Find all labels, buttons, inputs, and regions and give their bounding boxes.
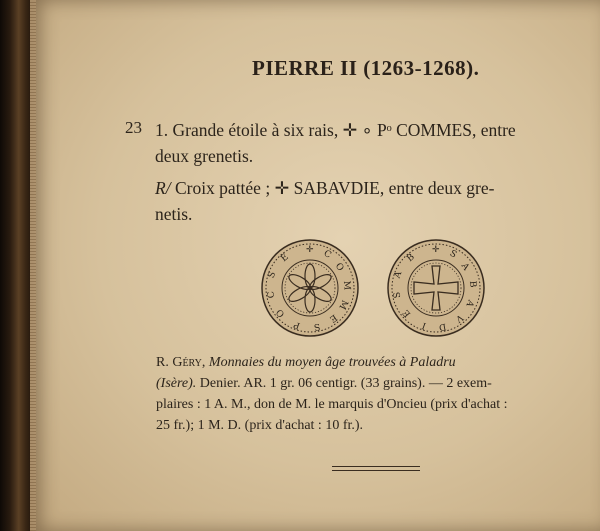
reference-title-continued: (Isère). — [156, 376, 197, 391]
coin-reverse-icon — [386, 238, 486, 338]
reference-description: Denier. AR. 1 gr. 06 centigr. (33 grains). — 2 exem- — [196, 376, 492, 391]
coin-obverse-icon — [260, 238, 360, 338]
svg-text:I: I — [420, 319, 428, 331]
svg-text:S: S — [313, 320, 321, 332]
svg-text:V: V — [453, 311, 465, 324]
reference-author: R. Géry, — [156, 355, 206, 370]
divider-rule — [332, 466, 420, 467]
svg-text:C: C — [321, 248, 333, 261]
svg-text:✛: ✛ — [306, 245, 314, 255]
svg-text:E: E — [327, 311, 339, 324]
entry-line-3 — [155, 175, 585, 201]
reference-title: Monnaies du moyen âge trouvées à Paladru — [208, 355, 456, 370]
reverse-description: Croix pattée ; ✛ SABAVDIE, entre deux gre- — [170, 178, 495, 198]
svg-text:E: E — [279, 252, 291, 265]
reference-line-1 — [156, 352, 586, 373]
reference-line-3: plaires : 1 A. M., don de M. le marquis d'Oncieu (prix d'achat : — [156, 397, 508, 412]
svg-text:A: A — [463, 298, 476, 309]
svg-text:M: M — [336, 298, 350, 311]
svg-text:M: M — [340, 280, 352, 291]
reference-line-2 — [156, 373, 586, 394]
entry-number: 23 — [125, 118, 142, 137]
svg-text:E: E — [401, 307, 414, 319]
svg-text:O: O — [332, 261, 346, 274]
reverse-label: R/ — [155, 178, 171, 198]
svg-text:✛: ✛ — [432, 245, 440, 255]
entry-line-2: deux grenetis. — [155, 146, 254, 166]
svg-text:O: O — [274, 306, 288, 319]
coin-illustration — [258, 238, 498, 338]
svg-text:A: A — [458, 261, 471, 273]
svg-text:B: B — [405, 252, 417, 265]
svg-text:P: P — [292, 318, 302, 331]
svg-text:D: D — [437, 320, 447, 332]
svg-text:B: B — [466, 280, 478, 289]
reference-line-4: 25 fr.); 1 M. D. (prix d'achat : 10 fr.). — [156, 418, 364, 433]
svg-text:S: S — [447, 248, 459, 261]
svg-text:C: C — [266, 290, 278, 299]
page-edges — [30, 0, 36, 531]
book-spine — [0, 0, 34, 531]
entry-line-4: netis. — [155, 204, 193, 224]
section-heading: PIERRE II (1263-1268). — [252, 56, 480, 80]
svg-text:S: S — [266, 270, 279, 280]
svg-text:S: S — [392, 291, 404, 299]
svg-text:A: A — [392, 270, 405, 280]
divider-rule — [332, 470, 420, 471]
entry-line-1: 1. Grande étoile à six rais, ✛ ∘ Pᵒ COMMES, entre — [155, 120, 516, 140]
